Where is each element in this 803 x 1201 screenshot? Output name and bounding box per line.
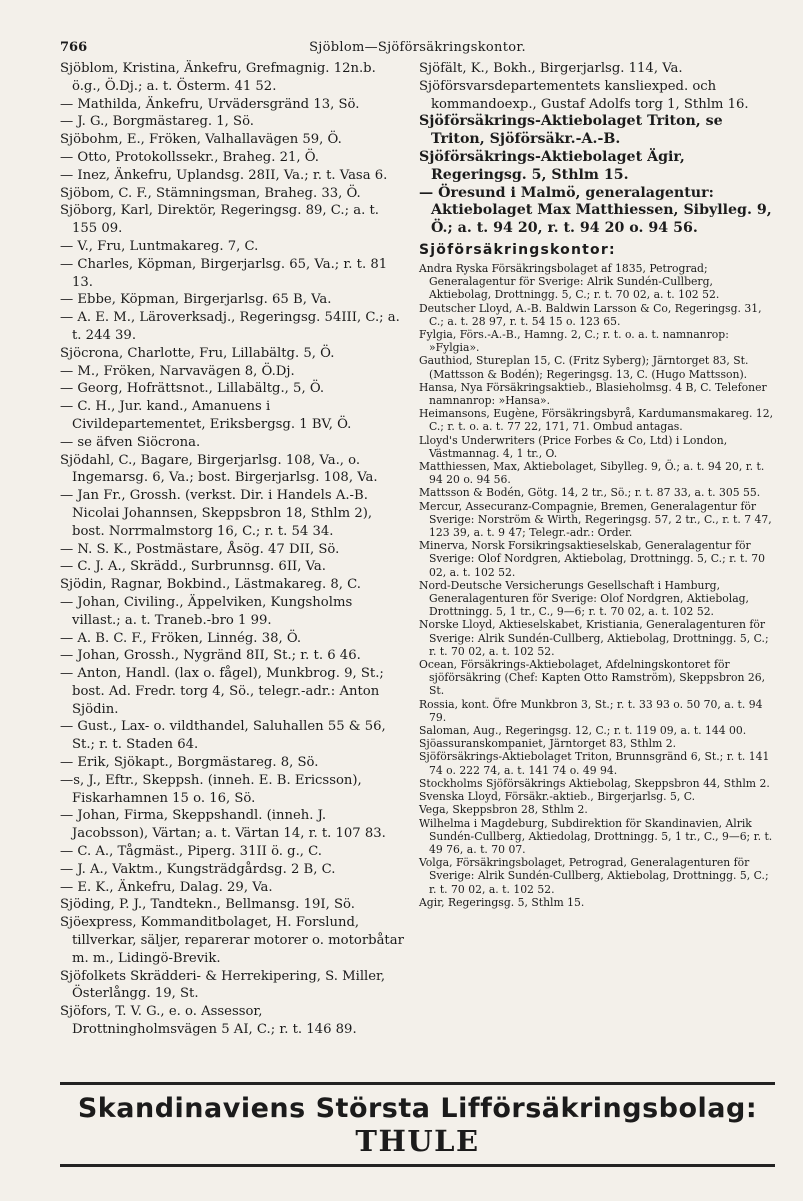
- directory-entry: Sjöfält, K., Bokh., Birgerjarlsg. 114, Va.: [419, 61, 683, 76]
- directory-entry: — C. A., Tågmäst., Piperg. 31II ö. g., C.: [60, 844, 322, 860]
- company-entry: Sjöförsäkrings-Aktiebolaget Ägir, Regeringsg. 5, Sthlm 15.: [419, 148, 685, 183]
- directory-entry: — C. J. A., Skrädd., Surbrunnsg. 6II, Va.: [60, 559, 326, 575]
- directory-entry: — J. G., Borgmästareg. 1, Sö.: [60, 114, 254, 130]
- directory-entry: — Johan, Grossh., Nygränd 8II, St.; r. t. 6 46.: [60, 648, 361, 664]
- kontor-entry: Matthiessen, Max, Aktiebolaget, Sibylleg. 9, Ö.; a. t. 94 20, r. t. 94 20 o. 94 56.: [419, 460, 765, 487]
- directory-entry: — Georg, Hofrättsnot., Lillabältg., 5, Ö.: [60, 381, 325, 397]
- left-column: [60, 60, 405, 1090]
- directory-entry: — Jan Fr., Grossh. (verkst. Dir. i Handels A.-B. Nicolai Johannsen, Skeppsbron 18, Sthlm 2), bost. Norrmalmstorg 16, C.; r. t. 54 34.: [60, 488, 373, 539]
- directory-entry: Sjöbom, C. F., Stämningsman, Braheg. 33, Ö.: [60, 185, 361, 201]
- directory-entry: — J. A., Vaktm., Kungsträdgårdsg. 2 B, C.: [60, 861, 336, 877]
- directory-entry: — Anton, Handl. (lax o. fågel), Munkbrog. 9, St.; bost. Ad. Fredr. torg 4, Sö., telegr.-adr.: Anton Sjödin.: [60, 666, 384, 717]
- directory-entry: — Johan, Civiling., Äppelviken, Kungsholms villast.; a. t. Traneb.-bro 1 99.: [60, 594, 353, 628]
- directory-entry: — E. K., Änkefru, Dalag. 29, Va.: [60, 879, 273, 895]
- kontor-entry: Ocean, Försäkrings-Aktiebolaget, Afdelningskontoret för sjöförsäkring (Chef: Kapten Otto Ramström), Skeppsbron 26, St.: [419, 658, 766, 698]
- kontor-entry: Minerva, Norsk Forsikringsaktieselskab, Generalagentur för Sverige: Olof Nordgren, Aktiebolag, Drottningg. 5, C.; r. t. 70 02, a. t. 102 52.: [419, 539, 765, 579]
- directory-entry: Sjöblom, Kristina, Änkefru, Grefmagnig. 12n.b. ö.g., Ö.Dj.; a. t. Österm. 41 52.: [60, 61, 376, 94]
- right-bold-entries: [419, 113, 775, 238]
- page-header: [60, 30, 775, 60]
- kontor-entry: Wilhelma i Magdeburg, Subdirektion för Skandinavien, Alrik Sundén-Cullberg, Aktiedolag, Drottningg. 5, 1 tr., C., 9—6; r. t. 49 76, a. t. 70 07.: [419, 816, 773, 856]
- directory-entry: — C. H., Jur. kand., Amanuens i Civildepartementet, Eriksbergsg. 1 BV, Ö.: [60, 399, 352, 432]
- directory-entry: Sjöding, P. J., Tandtekn., Bellmansg. 19I, Sö.: [60, 897, 355, 913]
- kontor-entry: Volga, Försäkringsbolaget, Petrograd, Generalagenturen för Sverige: Alrik Sundén-Cullberg, Aktiebolag, Drottningg. 5, C.; r. t. 70 02, a. t. 102 52.: [419, 856, 769, 896]
- directory-entry: — Johan, Firma, Skeppshandl. (inneh. J. Jacobsson), Värtan; a. t. Värtan 14, r. t. 107 83.: [60, 808, 386, 842]
- directory-entry: — Ebbe, Köpman, Birgerjarlsg. 65 B, Va.: [60, 292, 332, 308]
- directory-entry: Sjöborg, Karl, Direktör, Regeringsg. 89, C.; a. t. 155 09.: [60, 203, 379, 237]
- kontor-entry: Mattsson & Bodén, Götg. 14, 2 tr., Sö.; r. t. 87 33, a. t. 305 55.: [419, 486, 761, 500]
- directory-entry: — Erik, Sjökapt., Borgmästareg. 8, Sö.: [60, 755, 319, 771]
- directory-entry: Sjöexpress, Kommanditbolaget, H. Forslund, tillverkar, säljer, reparerar motorer o. motorbåtar m. m., Lidingö-Brevik.: [60, 915, 404, 966]
- kontor-entry: Agir, Regeringsg. 5, Sthlm 15.: [419, 895, 585, 909]
- directory-entry: Sjödahl, C., Bagare, Birgerjarlsg. 108, Va., o. Ingemarsg. 6, Va.; bost. Birgerjarlsg. 108, Va.: [60, 452, 378, 486]
- directory-entry: — Inez, Änkefru, Uplandsg. 28II, Va.; r. t. Vasa 6.: [60, 167, 388, 183]
- kontor-entry: Lloyd's Underwriters (Price Forbes & Co, Ltd) i London, Västmannag. 4, 1 tr., O.: [419, 433, 728, 460]
- kontor-entry: Vega, Skeppsbron 28, Sthlm 2.: [419, 803, 588, 817]
- kontor-entry: Sjöassuranskompaniet, Järntorget 83, Sthlm 2.: [419, 737, 677, 751]
- directory-entry: — Gust., Lax- o. vildthandel, Saluhallen 55 & 56, St.; r. t. Staden 64.: [60, 719, 386, 753]
- footer-ad-brand: THULE: [355, 1124, 480, 1158]
- kontor-entry: Heimansons, Eugène, Försäkringsbyrå, Kardumansmakareg. 12, C.; r. t. o. a. t. 77 22, 171, 71. Ombud antagas.: [419, 407, 774, 434]
- kontor-entry: Mercur, Assecuranz-Compagnie, Bremen, Generalagentur för Sverige: Norström & Wirth, Regeringsg. 57, 2 tr., C., r. t. 7 47, 123 39, a. t. 9 47; Telegr.-adr.: Order.: [419, 499, 772, 540]
- directory-entry: — Mathilda, Änkefru, Urvädersgränd 13, Sö.: [60, 96, 360, 112]
- kontor-entry: Rossia, kont. Öfre Munkbron 3, St.; r. t. 33 93 o. 50 70, a. t. 94 79.: [419, 697, 763, 724]
- kontor-entry: Fylgia, Förs.-A.-B., Hamng. 2, C.; r. t. o. a. t. namnanrop: »Fylgia».: [419, 327, 729, 355]
- directory-entry: Sjödin, Ragnar, Bokbind., Lästmakareg. 8, C.: [60, 577, 361, 593]
- kontor-entry: Hansa, Nya Försäkringsaktieb., Blasieholmsg. 4 B, C. Telefoner namnanrop: »Hansa».: [419, 380, 767, 407]
- company-entry: Sjöförsäkrings-Aktiebolaget Triton, se Triton, Sjöförsäkr.-A.-B.: [419, 113, 723, 148]
- kontor-entry: Nord-Deutsche Versicherungs Gesellschaft i Hamburg, Generalagenturen för Sverige: Olof Nordgren, Aktiebolag, Drottningg. 5, 1 tr., C., 9—6; r. t. 70 02, a. t. 102 52.: [419, 578, 749, 619]
- directory-entry: — Charles, Köpman, Birgerjarlsg. 65, Va.; r. t. 81 13.: [60, 256, 388, 290]
- page-number: 766: [60, 40, 88, 55]
- directory-entry: — M., Fröken, Narvavägen 8, Ö.Dj.: [60, 363, 295, 379]
- kontor-entry: Andra Ryska Försäkringsbolaget af 1835, Petrograd; Generalagentur för Sverige: Alrik Sundén-Cullberg, Aktiebolag, Drottningg. 5, C.; r. t. 70 02, a. t. 102 52.: [419, 261, 720, 302]
- kontor-entry: Gauthiod, Stureplan 15, C. (Fritz Syberg); Järntorget 83, St. (Mattsson & Bodén); Regeringsg. 13, C. (Hugo Mattsson).: [419, 354, 749, 381]
- kontor-list: [419, 262, 775, 909]
- directory-entry: — N. S. K., Postmästare, Åsög. 47 DII, Sö.: [60, 541, 340, 557]
- running-head: Sjöblom—Sjöförsäkringskontor.: [309, 40, 526, 55]
- directory-entry: — A. B. C. F., Fröken, Linnég. 38, Ö.: [60, 630, 302, 646]
- company-entry: — Öresund i Malmö, generalagentur: Aktiebolaget Max Matthiessen, Sibylleg. 9, Ö.; a. t. 94 20, r. t. 94 20 o. 94 56.: [419, 184, 772, 237]
- directory-entry: —s, J., Eftr., Skeppsh. (inneh. E. B. Ericsson), Fiskarhamnen 15 o. 16, Sö.: [60, 772, 362, 806]
- directory-entry: Sjöfolkets Skrädderi- & Herrekipering, S. Miller, Österlångg. 19, St.: [60, 968, 386, 1002]
- two-column-body: [60, 60, 775, 1090]
- kontor-entry: Stockholms Sjöförsäkrings Aktiebolag, Skeppsbron 44, Sthlm 2.: [419, 776, 770, 790]
- directory-entry: — A. E. M., Läroverksadj., Regeringsg. 54III, C.; a. t. 244 39.: [60, 310, 400, 343]
- kontor-entry: Sjöförsäkrings-Aktiebolaget Triton, Brunnsgränd 6, St.; r. t. 141 74 o. 222 74, a. t. 141 74 o. 49 94.: [419, 750, 770, 777]
- kontor-entry: Svenska Lloyd, Försäkr.-aktieb., Birgerjarlsg. 5, C.: [419, 790, 696, 804]
- directory-entry: — V., Fru, Luntmakareg. 7, C.: [60, 238, 259, 254]
- footer-ad-text: Skandinaviens Största Lifförsäkringsbolag:: [77, 1093, 758, 1124]
- right-column: [419, 60, 775, 1090]
- directory-entry: Sjöbohm, E., Fröken, Valhallavägen 59, Ö.: [60, 132, 342, 148]
- directory-entry: Sjöförsvarsdepartementets kansliexped. och kommandoexp., Gustaf Adolfs torg 1, Sthlm 16.: [419, 78, 749, 112]
- kontor-entry: Saloman, Aug., Regeringsg. 12, C.; r. t. 119 09, a. t. 144 00.: [419, 724, 747, 738]
- kontor-entry: Norske Lloyd, Aktieselskabet, Kristiania, Generalagenturen för Sverige: Alrik Sundén-Cullberg, Aktiebolag, Drottningg. 5, C.; r. t. 70 02, a. t. 102 52.: [419, 618, 769, 658]
- directory-entry: — Otto, Protokollssekr., Braheg. 21, Ö.: [60, 149, 319, 165]
- footer-advertisement: [60, 1082, 775, 1167]
- section-heading: Sjöförsäkringskontor:: [419, 241, 616, 258]
- directory-entry: Sjöfors, T. V. G., e. o. Assessor, Drottningholmsvägen 5 AI, C.; r. t. 146 89.: [60, 1004, 357, 1038]
- directory-entry: — se äfven Siöcrona.: [60, 434, 201, 450]
- directory-entry: Sjöcrona, Charlotte, Fru, Lillabältg. 5, Ö.: [60, 345, 335, 361]
- kontor-entry: Deutscher Lloyd, A.-B. Baldwin Larsson & Co, Regeringsg. 31, C.; a. t. 28 97, r. t. 54 15 o. 123 65.: [419, 301, 762, 328]
- right-top-entries: [419, 60, 775, 113]
